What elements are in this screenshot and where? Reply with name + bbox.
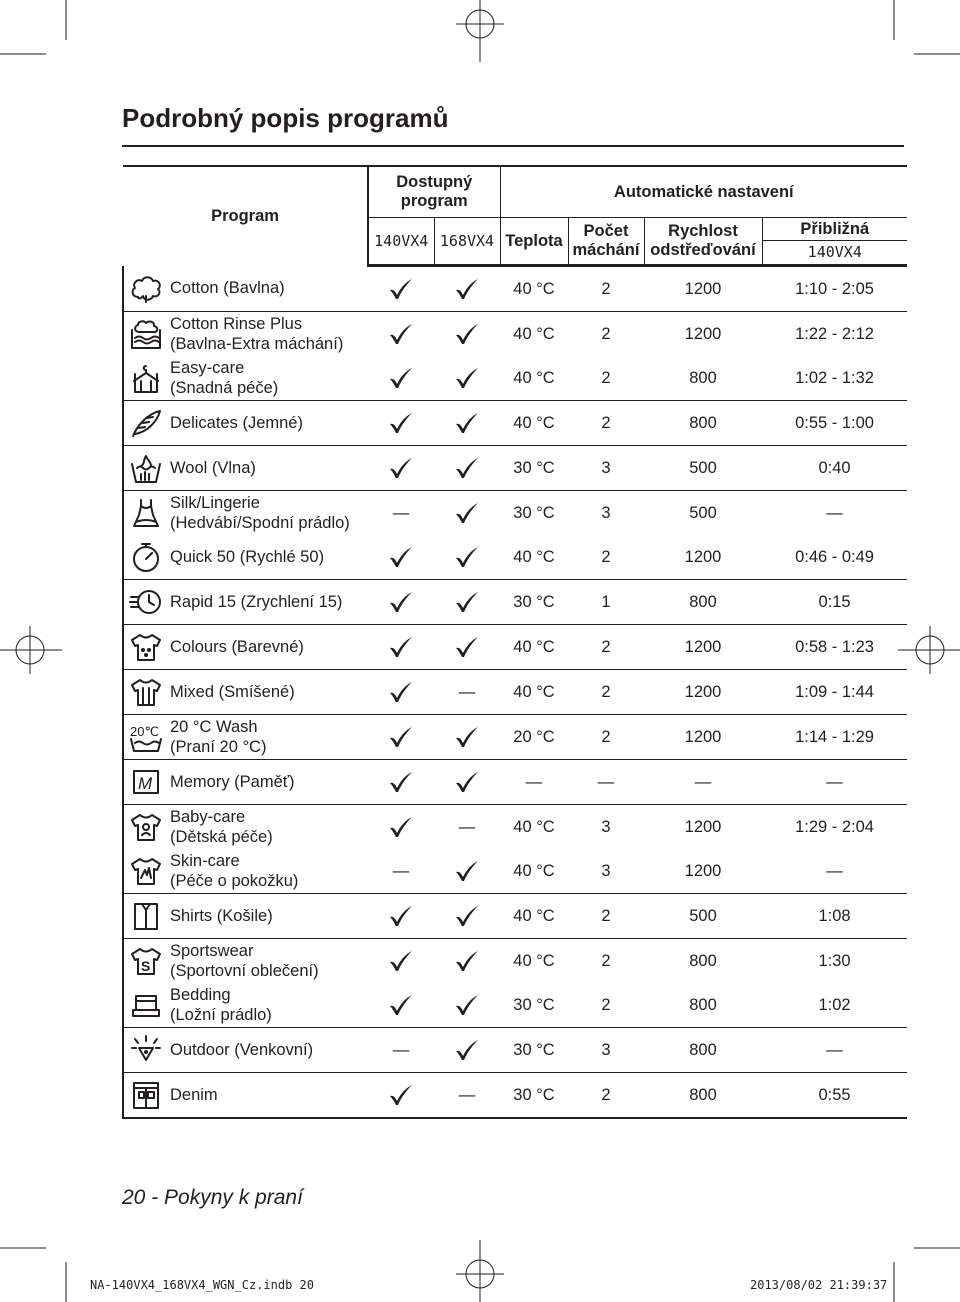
temperature-cell: 40 °C [500,266,568,312]
availability-140vx4 [368,1028,434,1073]
temperature-cell: 40 °C [500,670,568,715]
availability-140vx4 [368,1073,434,1119]
time-cell: — [762,849,907,894]
temperature-cell: 30 °C [500,1073,568,1119]
check-icon [454,951,480,969]
dash-mark: — [458,1085,476,1104]
availability-168vx4 [434,535,500,580]
colours-icon [128,630,164,664]
program-cell [123,625,368,670]
temperature-cell: 20 °C [500,715,568,760]
time-cell: 1:10 - 2:05 [762,266,907,312]
crop-mark-top-left [0,0,78,62]
program-cell [123,1028,368,1073]
temperature-cell: 40 °C [500,625,568,670]
program-cell [123,715,368,760]
temperature-cell: 40 °C [500,535,568,580]
memory-icon [128,765,164,799]
header-model-a: 140VX4 [368,218,434,266]
check-icon [388,772,414,790]
header-approx-model: 140VX4 [807,243,862,261]
availability-140vx4 [368,491,434,536]
table-row [123,894,907,939]
registration-mark-top [456,0,504,62]
temperature-cell: 40 °C [500,894,568,939]
availability-140vx4 [368,580,434,625]
check-icon [388,727,414,745]
spin-cell: 1200 [644,670,762,715]
availability-140vx4 [368,939,434,984]
availability-168vx4 [434,625,500,670]
availability-168vx4 [434,446,500,491]
check-icon [454,637,480,655]
time-cell: 0:40 [762,446,907,491]
page-footer: 20 - Pokyny k praní [122,1186,303,1209]
spin-cell: 800 [644,983,762,1028]
temperature-cell: — [500,760,568,805]
rinses-cell: 3 [568,849,644,894]
table-row [123,983,907,1028]
program-name: Shirts (Košile) [170,907,273,925]
table-row [123,625,907,670]
title-rule [122,145,904,147]
crop-mark-bottom-left [0,1240,78,1302]
check-icon [388,951,414,969]
temperature-cell: 40 °C [513,324,555,343]
spin-cell: 1200 [644,266,762,312]
program-cell [123,535,368,580]
header-available: Dostupný program [368,166,500,218]
program-name: Silk/Lingerie (Hedvábí/Spodní prádlo) [170,494,350,532]
baby-care-icon [128,810,164,844]
header-spin: Rychlost odstřeďování [644,218,762,266]
outdoor-icon [128,1033,164,1067]
program-name: Wool (Vlna) [170,459,256,477]
rinses-cell: 3 [601,817,611,836]
bedding-icon [128,988,164,1022]
availability-168vx4 [434,670,500,715]
check-icon [388,592,414,610]
time-cell: — [762,1028,907,1073]
time-cell: 1:09 - 1:44 [762,670,907,715]
program-cell [123,939,368,984]
program-cell [123,580,368,625]
spin-cell: 800 [644,356,762,401]
program-cell [123,983,368,1028]
availability-140vx4 [368,983,434,1028]
availability-140vx4 [368,446,434,491]
program-cell [123,670,368,715]
page-title: Podrobný popis programů [122,103,449,133]
delicates-icon [128,406,164,440]
spin-cell: 1200 [684,324,722,343]
rinses-cell: 2 [568,983,644,1028]
table-row [123,849,907,894]
check-icon [388,817,414,835]
program-name: Bedding (Ložní prádlo) [170,986,272,1024]
program-cell [123,446,368,491]
check-icon [388,547,414,565]
temperature-cell: 40 °C [513,817,555,836]
denim-icon [128,1078,164,1112]
program-name: Skin-care (Péče o pokožku) [170,852,299,890]
table-row [123,715,907,760]
table-row [123,446,907,491]
easy-care-icon [128,361,164,395]
time-cell: 1:08 [762,894,907,939]
table-row [123,760,907,805]
check-icon [454,368,480,386]
table-row [123,356,907,401]
crop-mark-top-right [882,0,960,62]
rinses-cell: 2 [568,356,644,401]
time-cell: 0:58 - 1:23 [762,625,907,670]
program-name: Outdoor (Venkovní) [170,1041,314,1059]
check-icon [388,682,414,700]
time-cell: 1:14 - 1:29 [762,715,907,760]
program-cell [123,356,368,401]
temperature-cell: 40 °C [500,849,568,894]
table-row [123,401,907,446]
rinses-cell: 1 [568,580,644,625]
registration-mark-bottom [456,1240,504,1302]
imprint-file: NA-140VX4_168VX4_WGN_Cz.indb 20 [90,1278,314,1292]
table-row [123,491,907,536]
table-row [123,1073,907,1119]
time-cell: 1:22 - 2:12 [795,324,874,343]
sportswear-icon [128,944,164,978]
shirts-icon [128,899,164,933]
check-icon [454,458,480,476]
check-icon [388,458,414,476]
rinses-cell: 3 [568,446,644,491]
availability-168vx4 [434,715,500,760]
availability-140vx4 [368,535,434,580]
spin-cell: 800 [644,401,762,446]
svg-text:S: S [141,958,151,974]
check-icon [454,324,480,342]
registration-mark-right [898,626,960,674]
check-icon [454,503,480,521]
spin-cell: 800 [644,1073,762,1119]
spin-cell: 1200 [684,817,722,836]
rinses-cell: 2 [568,401,644,446]
spin-cell: 800 [644,1028,762,1073]
program-name: Denim [170,1086,218,1104]
check-icon [388,279,414,297]
availability-140vx4 [368,356,434,401]
availability-140vx4 [368,715,434,760]
check-icon [388,637,414,655]
rinses-cell: 2 [601,951,611,970]
availability-140vx4 [368,312,434,357]
availability-140vx4 [368,894,434,939]
check-icon [454,592,480,610]
program-cell [123,312,368,357]
program-cell [123,894,368,939]
program-name: Mixed (Smíšené) [170,683,295,701]
quick-50-icon [128,540,164,574]
check-icon [454,906,480,924]
temperature-cell: 30 °C [500,1028,568,1073]
check-icon [454,413,480,431]
dash-mark: — [392,861,410,880]
time-cell: 0:55 - 1:00 [762,401,907,446]
rinses-cell: 2 [568,1073,644,1119]
rinses-cell: 3 [568,1028,644,1073]
time-cell: 0:46 - 0:49 [762,535,907,580]
temperature-cell: 40 °C [500,356,568,401]
availability-168vx4 [434,805,500,850]
program-name: Baby-care (Dětská péče) [170,808,273,846]
availability-140vx4 [368,760,434,805]
spin-cell: 1200 [644,849,762,894]
rinses-cell: 2 [568,894,644,939]
check-icon [388,906,414,924]
imprint-date: 2013/08/02 21:39:37 [750,1278,888,1292]
rinses-cell: 2 [568,715,644,760]
table-row [123,670,907,715]
check-icon [388,1085,414,1103]
availability-140vx4 [368,401,434,446]
availability-168vx4 [434,356,500,401]
wash-20-icon [128,720,164,754]
dash-mark: — [392,1040,410,1059]
header-model-b: 168VX4 [434,218,500,266]
temperature-cell: 30 °C [500,580,568,625]
svg-text:M: M [138,774,153,793]
header-temperature: Teplota [500,218,568,266]
rinses-cell: 3 [601,503,611,522]
spin-cell: 500 [689,503,717,522]
header-approx-label: Přibližná [763,218,908,241]
time-cell: 1:02 - 1:32 [762,356,907,401]
rinses-cell: — [568,760,644,805]
availability-168vx4 [434,760,500,805]
availability-168vx4 [434,849,500,894]
silk-lingerie-icon [128,496,164,530]
rinses-cell: 2 [568,625,644,670]
dash-mark: — [458,682,476,701]
program-cell [123,760,368,805]
table-row [123,312,907,357]
svg-text:20℃: 20℃ [130,724,160,739]
header-program: Program [123,166,368,266]
time-cell: — [826,503,843,522]
spin-cell: — [644,760,762,805]
program-name: Sportswear (Sportovní oblečení) [170,942,319,980]
temperature-cell: 30 °C [500,983,568,1028]
program-cell [123,401,368,446]
rinses-cell: 2 [568,670,644,715]
crop-mark-bottom-right [882,1240,960,1302]
mixed-icon [128,675,164,709]
time-cell: 1:30 [818,951,851,970]
program-name: Colours (Barevné) [170,638,304,656]
wool-icon [128,451,164,485]
availability-140vx4 [368,625,434,670]
skin-care-icon [128,854,164,888]
header-rinses: Počet máchání [568,218,644,266]
time-cell: — [762,760,907,805]
program-cell [123,849,368,894]
program-name: Quick 50 (Rychlé 50) [170,548,325,566]
program-name: Delicates (Jemné) [170,414,303,432]
availability-168vx4 [434,580,500,625]
program-name: Rapid 15 (Zrychlení 15) [170,593,343,611]
temperature-cell: 30 °C [500,446,568,491]
rinses-cell: 2 [568,266,644,312]
availability-168vx4 [434,1028,500,1073]
program-table [122,165,907,1119]
cotton-rinse-plus-icon [128,317,164,351]
program-cell [123,805,368,850]
time-cell: 1:29 - 2:04 [795,817,874,836]
program-cell [123,1073,368,1119]
rinses-cell: 2 [568,535,644,580]
spin-cell: 800 [689,951,717,970]
program-cell [123,491,368,536]
availability-140vx4 [368,805,434,850]
spin-cell: 500 [644,894,762,939]
time-cell: 1:02 [762,983,907,1028]
program-name: Cotton (Bavlna) [170,279,285,298]
header-auto: Automatické nastavení [500,166,907,218]
availability-168vx4 [434,312,500,357]
check-icon [388,413,414,431]
availability-140vx4 [368,849,434,894]
availability-168vx4 [434,1073,500,1119]
program-cell [123,266,368,312]
availability-168vx4 [434,894,500,939]
availability-168vx4 [434,939,500,984]
check-icon [454,861,480,879]
spin-cell: 1200 [644,625,762,670]
availability-168vx4 [434,491,500,536]
table-row [123,580,907,625]
program-name: 20 °C Wash (Praní 20 °C) [170,718,267,756]
availability-140vx4 [368,670,434,715]
check-icon [454,772,480,790]
check-icon [454,727,480,745]
cotton-icon [128,271,164,305]
time-cell: 0:55 [762,1073,907,1119]
table-row [123,1028,907,1073]
temperature-cell: 40 °C [500,401,568,446]
rinses-cell: 2 [601,324,611,343]
table-row [123,266,907,312]
table-row [123,805,907,850]
time-cell: 0:15 [762,580,907,625]
check-icon [454,279,480,297]
availability-168vx4 [434,401,500,446]
check-icon [454,1040,480,1058]
availability-140vx4 [368,266,434,312]
temperature-cell: 40 °C [513,951,555,970]
spin-cell: 1200 [644,535,762,580]
dash-mark: — [458,817,476,836]
availability-168vx4 [434,983,500,1028]
spin-cell: 500 [644,446,762,491]
program-name: Memory (Paměť) [170,773,295,791]
temperature-cell: 30 °C [513,503,555,522]
spin-cell: 800 [644,580,762,625]
dash-mark: — [392,503,410,522]
check-icon [454,547,480,565]
availability-168vx4 [434,266,500,312]
check-icon [388,324,414,342]
check-icon [388,995,414,1013]
header-approx [762,218,907,266]
registration-mark-left [0,626,62,674]
program-name: Cotton Rinse Plus (Bavlna-Extra máchání) [170,315,344,353]
program-name: Easy-care (Snadná péče) [170,359,279,397]
check-icon [388,368,414,386]
rapid-15-icon [128,585,164,619]
table-row [123,535,907,580]
check-icon [454,995,480,1013]
spin-cell: 1200 [644,715,762,760]
table-row [123,939,907,984]
